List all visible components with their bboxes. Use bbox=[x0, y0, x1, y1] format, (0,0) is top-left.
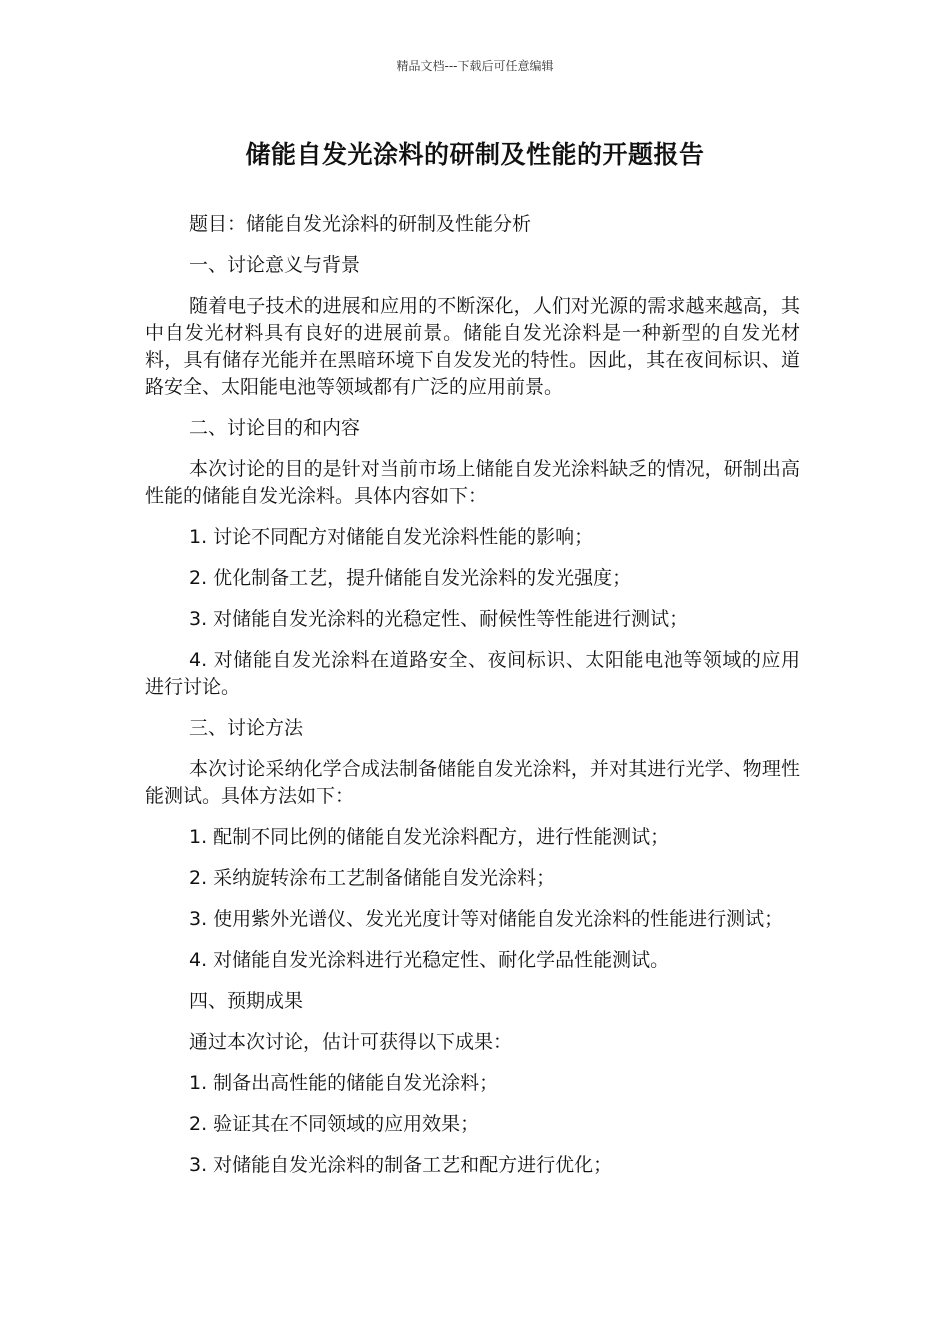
list-item: 3. 对储能自发光涂料的光稳定性、耐候性等性能进行测试； bbox=[189, 608, 689, 630]
section-heading-3: 三、讨论方法 bbox=[189, 717, 304, 739]
document-title: 储能自发光涂料的研制及性能的开题报告 bbox=[245, 140, 705, 169]
section-heading-1: 一、讨论意义与背景 bbox=[189, 254, 361, 276]
body-paragraph: 本次讨论的目的是针对当前市场上储能自发光涂料缺乏的情况，研制出高性能的储能自发光涂料。具体内容如下： bbox=[145, 458, 800, 507]
section-heading-4: 四、预期成果 bbox=[189, 990, 304, 1012]
document-body bbox=[145, 211, 800, 1193]
list-item: 2. 采纳旋转涂布工艺制备储能自发光涂料； bbox=[189, 867, 556, 889]
body-paragraph: 随着电子技术的进展和应用的不断深化，人们对光源的需求越来越高，其中自发光材料具有良好的进展前景。储能自发光涂料是一种新型的自发光材料，具有储存光能并在黑暗环境下自发发光的特性。因此，其在夜间标识、道路安全、太阳能电池等领域都有广泛的应用前景。 bbox=[145, 295, 800, 398]
list-item: 2. 验证其在不同领域的应用效果； bbox=[189, 1113, 480, 1135]
list-item: 4. 对储能自发光涂料在道路安全、夜间标识、太阳能电池等领域的应用进行讨论。 bbox=[145, 649, 800, 698]
list-item: 3. 对储能自发光涂料的制备工艺和配方进行优化； bbox=[189, 1154, 613, 1176]
section-heading-2: 二、讨论目的和内容 bbox=[189, 417, 361, 439]
list-item: 2. 优化制备工艺，提升储能自发光涂料的发光强度； bbox=[189, 567, 632, 589]
body-paragraph: 通过本次讨论，估计可获得以下成果： bbox=[189, 1031, 513, 1053]
list-item: 1. 讨论不同配方对储能自发光涂料性能的影响； bbox=[189, 526, 594, 548]
subject-line: 题目：储能自发光涂料的研制及性能分析 bbox=[189, 213, 532, 235]
list-item: 1. 配制不同比例的储能自发光涂料配方，进行性能测试； bbox=[189, 826, 670, 848]
body-paragraph: 本次讨论采纳化学合成法制备储能自发光涂料，并对其进行光学、物理性能测试。具体方法如下： bbox=[145, 758, 800, 807]
header-note: 精品文档---下载后可任意编辑 bbox=[396, 59, 554, 73]
list-item: 4. 对储能自发光涂料进行光稳定性、耐化学品性能测试。 bbox=[189, 949, 670, 971]
list-item: 3. 使用紫外光谱仪、发光光度计等对储能自发光涂料的性能进行测试； bbox=[189, 908, 784, 930]
list-item: 1. 制备出高性能的储能自发光涂料； bbox=[189, 1072, 499, 1094]
